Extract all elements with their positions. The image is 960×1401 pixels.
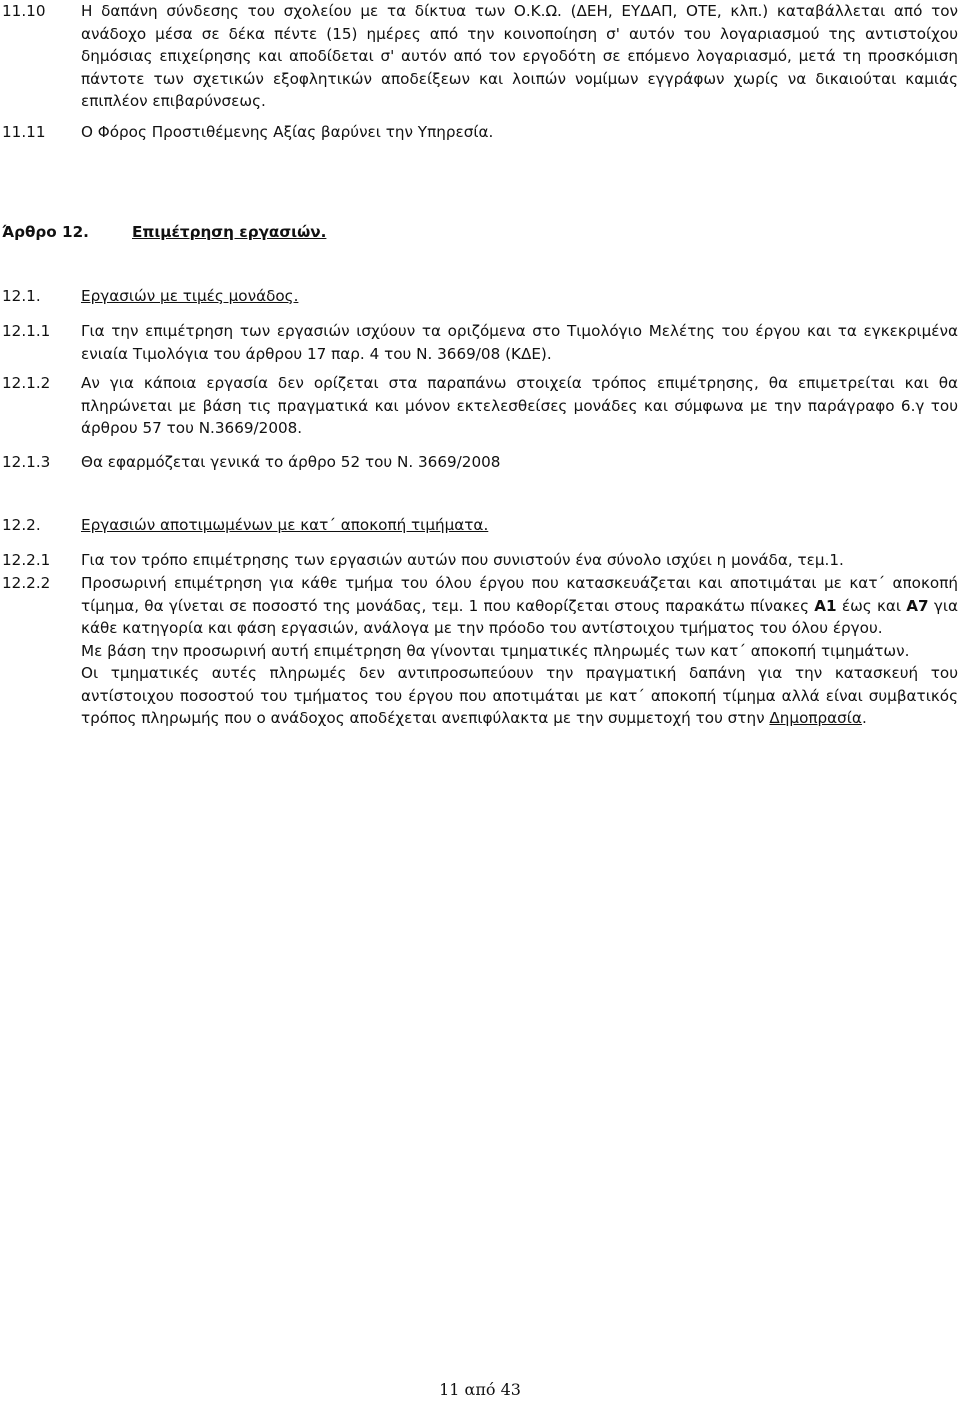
section-text: Για την επιμέτρηση των εργασιών ισχύουν τα οριζόμενα στο Τιμολόγιο Μελέτης του έργου και τα εγκεκριμένα ενιαία Τιμολόγια του άρθρου 17 παρ. 4 του Ν. 3669/08 (ΚΔΕ). — [81, 322, 958, 363]
section-number: 12.2.1 — [2, 551, 51, 569]
section-number: 12.2.2 — [2, 574, 51, 592]
text-run: . — [861, 709, 867, 727]
section-text — [81, 572, 958, 640]
section-number: 12.1.2 — [2, 374, 51, 392]
text-run: έως και — [836, 596, 907, 615]
section-title: Εργασιών αποτιμωμένων με κατ΄ αποκοπή τιμήματα. — [81, 516, 489, 534]
text-run: Οι τμηματικές αυτές πληρωμές δεν αντιπροσωπεύουν την πραγματική δαπάνη για την κατασκευή του αντίστοιχου ποσοστού του τμήματος του έργου που αποτιμάται με κατ΄ αποκοπή τίμημα αλλά είναι συμβατικός τρόπος πληρωμής που ο ανάδοχος αποδέχεται ανεπιφύλακτα με την συμμετοχή του στην — [81, 664, 958, 727]
section-title: Εργασιών με τιμές μονάδος. — [81, 287, 299, 305]
section-text: Η δαπάνη σύνδεσης του σχολείου με τα δίκτυα των Ο.Κ.Ω. (ΔΕΗ, ΕΥΔΑΠ, ΟΤΕ, κλπ.) καταβάλλεται από τον ανάδοχο μέσα σε δέκα πέντε (15) ημέρες από την κοινοποίηση σ' αυτόν του λογαριασμού της αντιστοίχου δημόσιας επιχείρησης και αποδίδεται σ' αυτόν από τον εργοδότη σε επόμενο λογαριασμό, μετά τη προσκόμιση πάντοτε των σχετικών εξοφλητικών αποδείξεων και λοιπών νομίμων εγγράφων χωρίς να δικαιούται καμιάς επιπλέον επιβαρύνσεως. — [81, 2, 958, 110]
table-ref-a7: Α7 — [906, 596, 929, 615]
section-12-1-1 — [2, 320, 958, 365]
section-text: Θα εφαρμόζεται γενικά το άρθρο 52 του Ν. 3669/2008 — [81, 453, 501, 471]
section-paragraph-2: Με βάση την προσωρινή αυτή επιμέτρηση θα γίνονται τμηματικές πληρωμές των κατ΄ αποκοπή τιμημάτων. — [81, 641, 910, 660]
section-number: 11.10 — [2, 2, 46, 20]
section-11-10 — [2, 0, 958, 113]
section-text: Για τον τρόπο επιμέτρησης των εργασιών αυτών που συνιστούν ένα σύνολο ισχύει η μονάδα, τεμ.1. — [81, 551, 844, 569]
table-ref-a1: Α1 — [814, 596, 837, 615]
section-12-2-1 — [2, 549, 958, 572]
auction-link: Δημοπρασία — [769, 709, 862, 727]
article-heading — [2, 221, 327, 244]
section-number: 12.1. — [2, 287, 41, 305]
article-label: Άρθρο 12. — [2, 223, 89, 241]
section-11-11 — [2, 121, 958, 144]
text-run: για κάθε κατηγορία και φάση εργασιών, ανάλογα με την πρόοδο του αντίστοιχου τμήματος του όλου έργου. — [81, 596, 958, 637]
section-12-2-2 — [2, 572, 958, 730]
section-12-1-3 — [2, 451, 958, 474]
section-12-1-2 — [2, 372, 958, 440]
section-12-1 — [2, 285, 958, 308]
section-number: 12.1.1 — [2, 322, 51, 340]
section-12-2 — [2, 514, 958, 537]
text-run: Προσωρινή επιμέτρηση για κάθε τμήμα του όλου έργου που κατασκευάζεται και αποτιμάται με κατ΄ αποκοπή τίμημα, θα γίνεται σε ποσοστό της μονάδας, τεμ. 1 που καθορίζεται στους παρακάτω πίνακες — [81, 574, 958, 615]
section-paragraph-3 — [81, 662, 958, 730]
section-number: 12.2. — [2, 516, 41, 534]
section-number: 11.11 — [2, 123, 46, 141]
section-text: Ο Φόρος Προστιθέμενης Αξίας βαρύνει την Υπηρεσία. — [81, 123, 494, 141]
section-text: Αν για κάποια εργασία δεν ορίζεται στα παραπάνω στοιχεία τρόπος επιμέτρησης, θα επιμετρείται και θα πληρώνεται με βάση τις πραγματικά και μόνον εκτελεσθείσες μονάδες και σύμφωνα με την παράγραφο 6.γ του άρθρου 57 του Ν.3669/2008. — [81, 374, 958, 437]
page-number-footer: 11 από 43 — [439, 1380, 521, 1399]
article-title: Επιμέτρηση εργασιών. — [132, 223, 327, 241]
section-number: 12.1.3 — [2, 453, 51, 471]
